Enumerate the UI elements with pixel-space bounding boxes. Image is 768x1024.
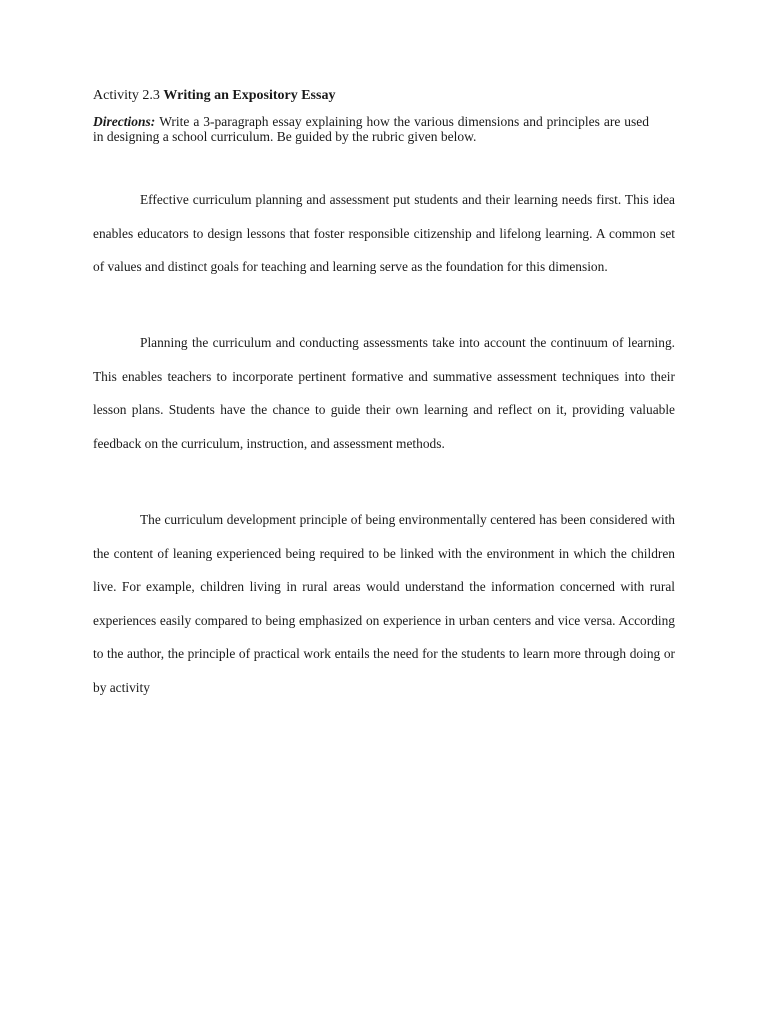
directions-text: Write a 3-paragraph essay explaining how the various dimensions and principles are used in designing a school curriculum. Be guided by the rubric given below.: [93, 114, 649, 144]
activity-heading: [93, 86, 675, 106]
essay-paragraph-2: Planning the curriculum and conducting assessments take into account the continuum of learning. This enables teachers to incorporate pertinent formative and summative assessment techniques into their lesson plans. Students have the chance to guide their own learning and reflect on it, providing valuable feedback on the curriculum, instruction, and assessment methods.: [93, 335, 675, 451]
activity-number: Activity 2.3: [93, 88, 164, 103]
essay-paragraph-1: Effective curriculum planning and assessment put students and their learning needs first. This idea enables educators to design lessons that foster responsible citizenship and lifelong learning. A common set of values and distinct goals for teaching and learning serve as the foundation for this dimension.: [93, 192, 675, 275]
directions-label: Directions:: [93, 114, 160, 129]
activity-title: Writing an Expository Essay: [163, 88, 336, 103]
directions-block: [93, 114, 649, 144]
essay-paragraph-3: The curriculum development principle of being environmentally centered has been considered with the content of leaning experienced being required to be linked with the environment in which the children live. For example, children living in rural areas would understand the information concerned with rural experiences easily compared to being emphasized on experience in urban centers and vice versa. According to the author, the principle of practical work entails the need for the students to learn more through doing or by activity: [93, 512, 675, 695]
